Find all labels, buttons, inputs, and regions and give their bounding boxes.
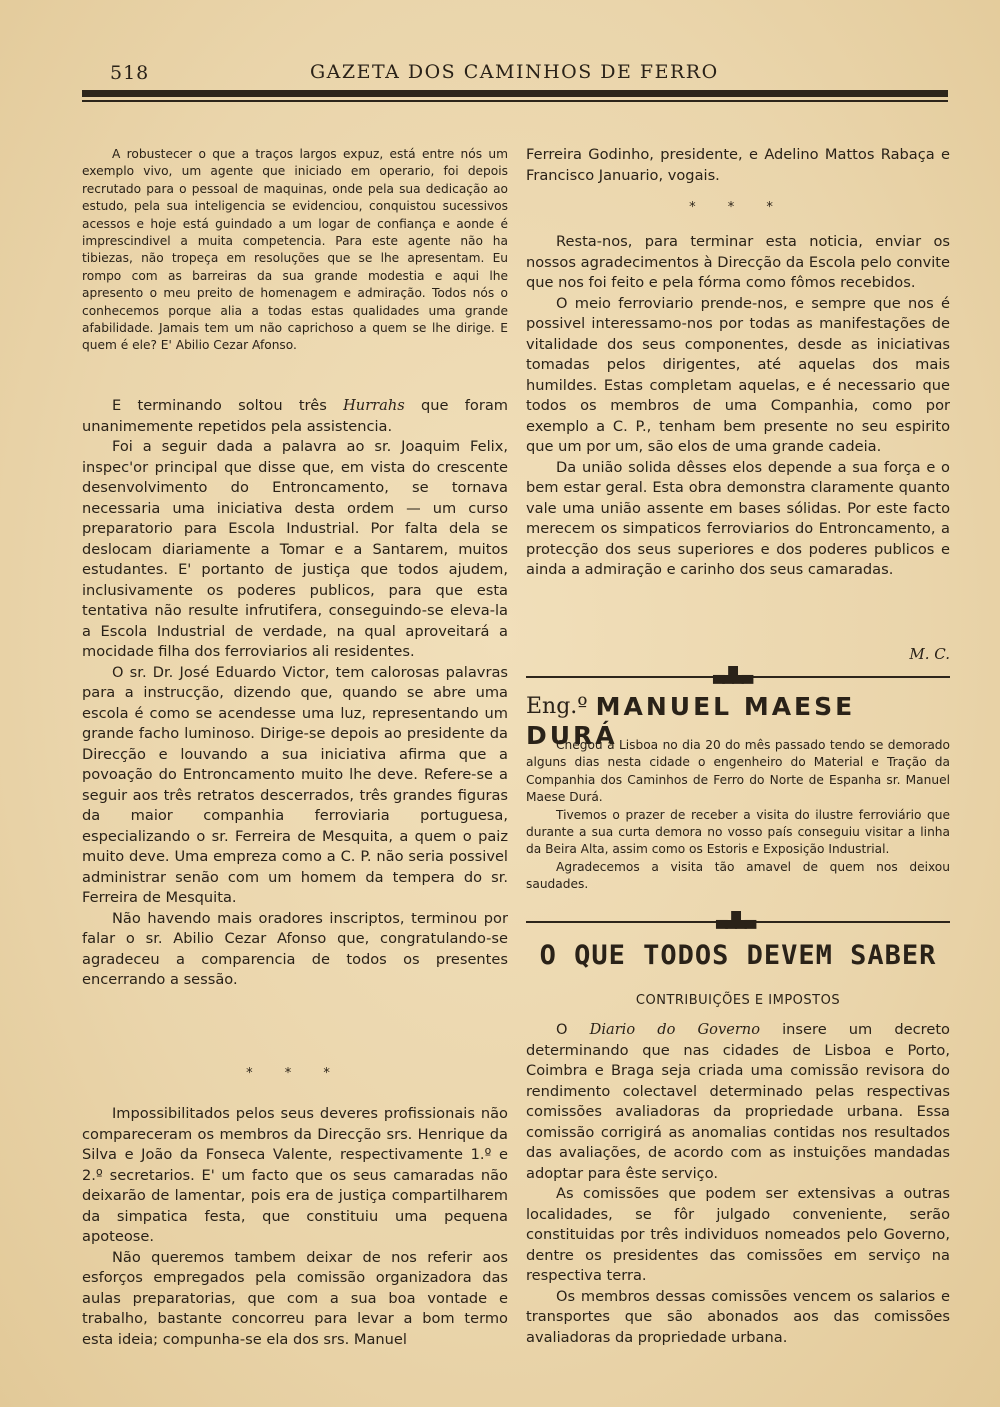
- emphasis-text: Diario do Governo: [589, 1021, 760, 1038]
- engineer-article: [526, 737, 950, 894]
- emphasis-text: Hurrahs: [343, 397, 405, 414]
- section-separator-stars: * * *: [689, 200, 787, 215]
- text-run: insere um decreto determinando que nas cidades de Lisboa e Porto, Coimbra e Braga seja criada uma comissão revisora do rendimento colectavel determinado pelas respectivas comissões avaliadoras da propriedade urbana. Essa comissão corrigirá as anomalias contidas nos resultados das avaliações, de acordo com as instuições mandadas adoptar para êste serviço.: [526, 1021, 950, 1182]
- paragraph-absent-members: Impossibilitados pelos seus deveres profissionais não compareceram os membros da Direcção srs. Henrique da Silva e João da Fonseca Valente, respectivamente 1.º e 2.º secretarios. E' um facto que os seus camaradas não deixarão de lamentar, pois era de justiça compartilharem da simpatica festa, que constituiu uma pequena apoteose.: [82, 1105, 508, 1245]
- engineer-name: MANUEL MAESE DURÁ: [526, 692, 856, 750]
- paragraph-railway-milieu: O meio ferroviario prende-nos, e sempre que nos é possivel interessamo-nos por todas as manifestações de vitalidade dos seus componentes, desde as iniciativas tomadas pelos dirigentes, até aquelas dos mais humildes. Estas completam aquelas, e é necessario que todos os membros de uma Companhia, como por exemplo a C. P., tenham bem presente no seu espirito que um por um, são elos de uma grande cadeia.: [526, 294, 950, 455]
- page-number: 518: [110, 62, 150, 84]
- paragraph-commissions: As comissões que podem ser extensivas a outras localidades, se fôr julgado conveniente, serão constituidas por três individuos nomeados pelo Governo, dentre os presidentes das comissões em serviço na respectiva terra.: [526, 1185, 950, 1284]
- right-article-closing: [526, 232, 950, 581]
- taxes-article: [526, 1020, 950, 1348]
- engineer-heading: [526, 692, 950, 750]
- paragraph-visit: Tivemos o prazer de receber a visita do ilustre ferroviário que durante a sua curta demora no vosso país conseguiu visitar a linha da Beira Alta, assim como os Estoris e Exposição Industrial.: [526, 807, 950, 857]
- section-subtitle: CONTRIBUIÇÕES E IMPOSTOS: [635, 993, 841, 1008]
- paragraph-closing-session: Não havendo mais oradores inscriptos, terminou por falar o sr. Abilio Cezar Afonso que, congratulando-se agradeceu a comparencia de todos os presentes encerrando a sessão.: [82, 909, 508, 988]
- paragraph-thanks: Resta-nos, para terminar esta noticia, enviar os nossos agradecimentos à Direcção da Escola pelo convite que nos foi feito e pela fórma como fômos recebidos.: [526, 233, 950, 291]
- section-title: O QUE TODOS DEVEM SABER: [539, 940, 937, 971]
- right-article-body: [526, 145, 950, 186]
- header-rule-thin: [82, 100, 948, 102]
- engineer-title-prefix: Eng.º: [526, 694, 588, 719]
- paragraph-arrival: Chegou a Lisboa no dia 20 do mês passado tendo se demorado alguns dias nesta cidade o engenheiro do Material e Tração da Companhia dos Caminhos de Ferro do Norte de Espanha sr. Manuel Maese Durá.: [526, 738, 950, 805]
- text-run: O: [556, 1021, 590, 1038]
- left-article-continued: [82, 1104, 508, 1350]
- page-header: [80, 58, 950, 88]
- paragraph-decree: [526, 1020, 950, 1184]
- left-article-body: [82, 396, 508, 991]
- quote-paragraph: A robustecer o que a traços largos expuz, está entre nós um exemplo vivo, um agente que iniciado em operario, foi depois recrutado para o pessoal de maquinas, onde pela sua dedicação ao estudo, pela sua inteligencia se evidenciou, conquistou sucessivos acessos e hoje está guindado a um logar de confiança e aonde é imprescindivel a muita competencia. Para este agente não ha tibiezas, não tropeça em resoluções que se lhe apresentam. Eu rompo com as barreiras da sua grande modestia e aqui lhe apresento o meu preito de homenagem e admiração. Todos nós o conhecemos porque alia a todas estas qualidades uma grande afabilidade. Jamais tem um não caprichoso a quem se lhe dirige. E quem é ele? E' Abilio Cezar Afonso.: [82, 147, 508, 353]
- paragraph-salaries: Os membros dessas comissões vencem os salarios e transportes que são abonados aos das comissões avaliadoras da propriedade urbana.: [526, 1287, 950, 1346]
- train-ornament-icon: ▄▟▙▄: [713, 666, 752, 684]
- masthead-title: GAZETA DOS CAMINHOS DE FERRO: [310, 61, 719, 83]
- header-rule-thick: [82, 90, 948, 97]
- quoted-speech: [82, 146, 508, 355]
- text-run: E terminando soltou três: [112, 397, 344, 414]
- train-ornament-icon: ▄▟▙▄: [716, 911, 755, 929]
- author-signature: M. C.: [909, 645, 950, 663]
- paragraph-joaquim-felix: Foi a seguir dada a palavra ao sr. Joaquim Felix, inspec'or principal que disse que, em vista do crescente desenvolvimento do Entroncamento, se tornava necessaria uma iniciativa desta ordem — um curso preparatorio para Escola Industrial. Por falta dela se deslocam diariamente a Tomar e a Santarem, muitos estudantes. E' portanto de justiça que todos ajudem, inclusivamente os poderes publicos, para que esta tentativa não resulte infrutifera, conseguindo-se eleva-la a Escola Industrial de verdade, na qual aproveitará a mocidade filha dos ferroviarios ali residentes.: [82, 438, 508, 660]
- paragraph-jose-eduardo-victor: O sr. Dr. José Eduardo Victor, tem calorosas palavras para a instrucção, dizendo que, quando se abre uma escola é como se acendesse uma luz, representando um grande facho luminoso. Dirige-se depois ao presidente da Direcção e louvando a sua iniciativa afirma que a povoação do Entroncamento muito lhe deve. Refere-se a seguir aos três retratos descerrados, três grandes figuras da maior companhia ferroviaria portuguesa, especializando o sr. Ferreira de Mesquita, a quem o paiz muito deve. Uma empreza como a C. P. não seria possivel administrar senão com um homem da tempera do sr. Ferreira de Mesquita.: [82, 663, 508, 906]
- paragraph-gratitude: Agradecemos a visita tão amavel de quem nos deixou saudades.: [526, 859, 950, 892]
- section-separator-stars: * * *: [246, 1066, 344, 1081]
- paragraph-hurrahs: [82, 396, 508, 437]
- paragraph-committee-members: Ferreira Godinho, presidente, e Adelino Mattos Rabaça e Francisco Januario, vogais.: [526, 146, 950, 184]
- paragraph-organizing-committee: Não queremos tambem deixar de nos referir aos esforços empregados pela comissão organizadora das aulas preparatorias, que com a sua boa vontade e trabalho, bastante concorreu para levar a bom termo esta ideia; compunha-se ela dos srs. Manuel: [82, 1248, 508, 1348]
- paragraph-union: Da união solida dêsses elos depende a sua força e o bem estar geral. Esta obra demonstra claramente quanto vale uma união assente em bases sólidas. Por este facto merecem os simpaticos ferroviarios do Entroncamento, a protecção dos seus superiores e dos poderes publicos e ainda a admiração e carinho dos seus camaradas.: [526, 458, 950, 578]
- text-run: que foram unanimemente repetidos pela assistencia.: [82, 397, 508, 435]
